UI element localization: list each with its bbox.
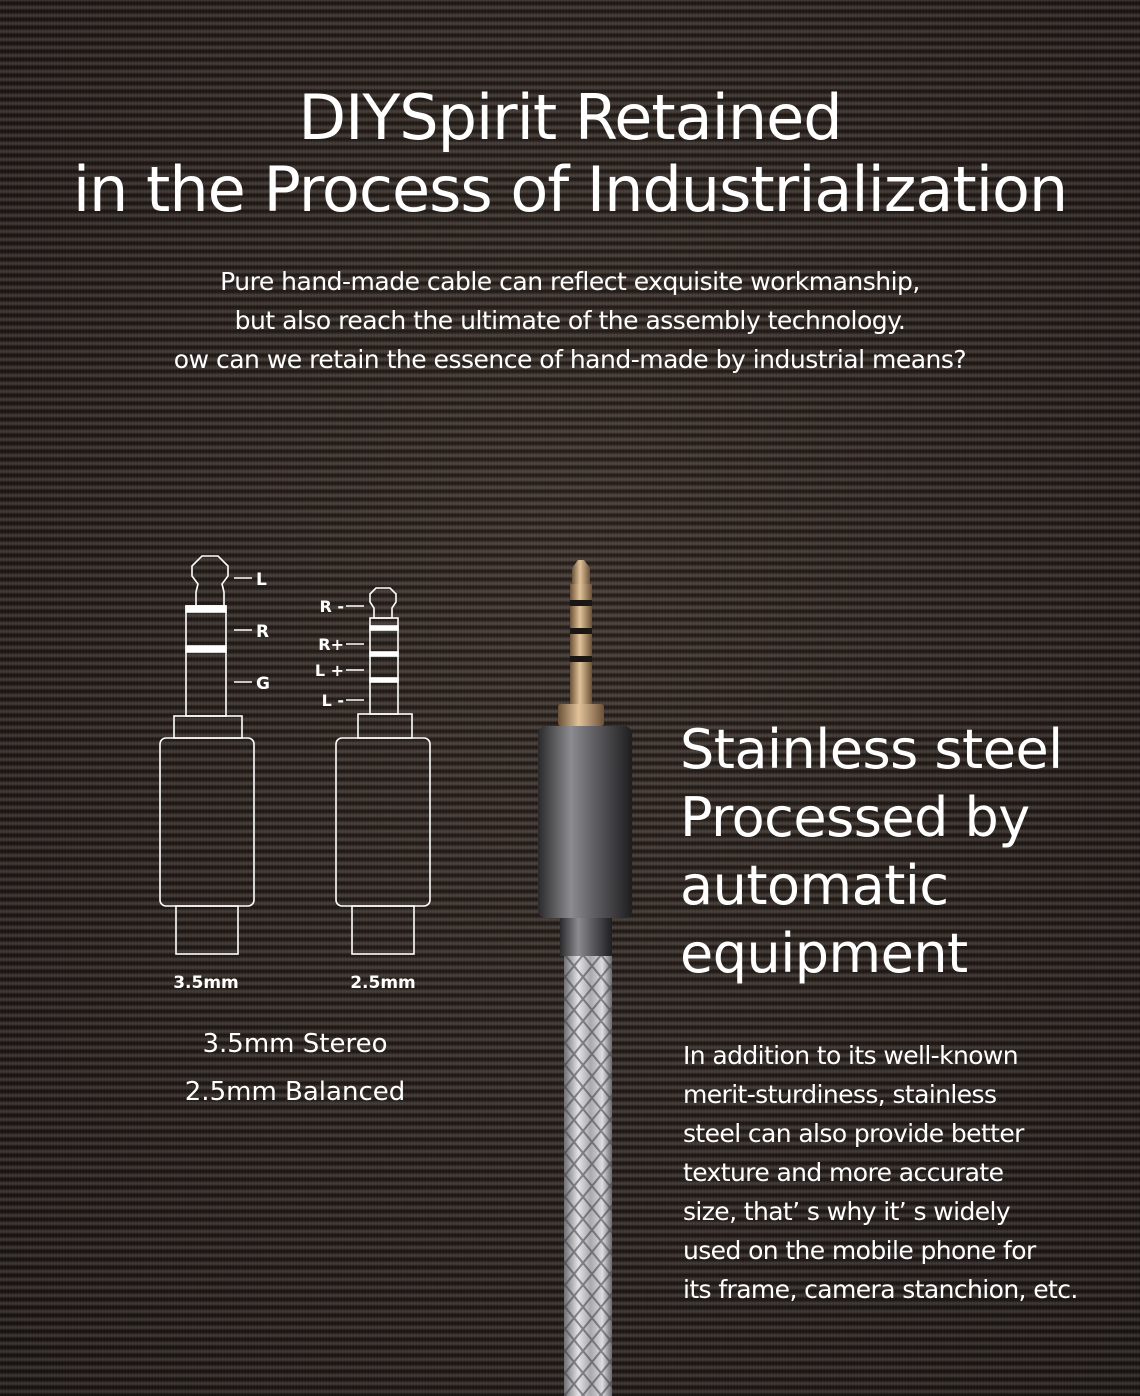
stereo-pin-l: L — [256, 570, 267, 590]
headline — [0, 82, 1140, 226]
feature-title-line-2: Processed by — [680, 786, 1030, 849]
intro-line-3: ow can we retain the essence of hand-made by industrial means? — [173, 345, 967, 374]
plug-caption — [140, 1020, 450, 1116]
feature-body-line: used on the mobile phone for — [683, 1236, 1036, 1265]
balanced-pin-l-minus: L - — [321, 691, 344, 710]
plug-diagram — [140, 548, 460, 1008]
feature-body-line: In addition to its well-known — [683, 1041, 1019, 1070]
balanced-plug-drawing — [336, 588, 430, 954]
headline-line-2: in the Process of Industrialization — [72, 153, 1068, 226]
feature-title — [680, 716, 1063, 988]
balanced-pin-r-plus: R+ — [318, 635, 344, 654]
balanced-pin-labels — [315, 597, 344, 710]
feature-title-line-1: Stainless steel — [680, 718, 1063, 781]
feature-body-line: steel can also provide better — [683, 1119, 1024, 1148]
stereo-pin-labels — [256, 570, 270, 694]
intro-line-2: but also reach the ultimate of the assembly technology. — [234, 306, 906, 335]
balanced-size-label: 2.5mm — [350, 973, 416, 993]
balanced-pin-l-plus: L + — [314, 661, 344, 680]
stereo-plug-drawing — [160, 556, 254, 954]
feature-body-line: its frame, camera stanchion, etc. — [683, 1275, 1078, 1304]
stereo-pin-r: R — [256, 622, 270, 642]
plug-size-labels — [173, 973, 416, 993]
feature-description — [683, 1036, 1078, 1309]
headline-line-1: DIYSpirit Retained — [298, 81, 842, 154]
feature-title-line-4: equipment — [680, 922, 968, 985]
stereo-pin-g: G — [256, 674, 270, 694]
braided-cable — [564, 956, 612, 1396]
steel-housing — [538, 726, 632, 956]
feature-body-line: texture and more accurate — [683, 1158, 1004, 1187]
feature-body-line: size, that’ s why it’ s widely — [683, 1197, 1011, 1226]
intro-line-1: Pure hand-made cable can reflect exquisite workmanship, — [220, 267, 920, 296]
feature-body-line: merit-sturdiness, stainless — [683, 1080, 997, 1109]
intro-paragraph — [0, 262, 1140, 379]
plug-caption-balanced: 2.5mm Balanced — [184, 1077, 406, 1107]
cable-photo — [520, 548, 660, 1396]
gold-plug-tip — [558, 560, 604, 726]
stereo-size-label: 3.5mm — [173, 973, 239, 993]
feature-title-line-3: automatic — [680, 854, 949, 917]
plug-caption-stereo: 3.5mm Stereo — [202, 1029, 388, 1059]
balanced-pin-r-minus: R - — [319, 597, 344, 616]
